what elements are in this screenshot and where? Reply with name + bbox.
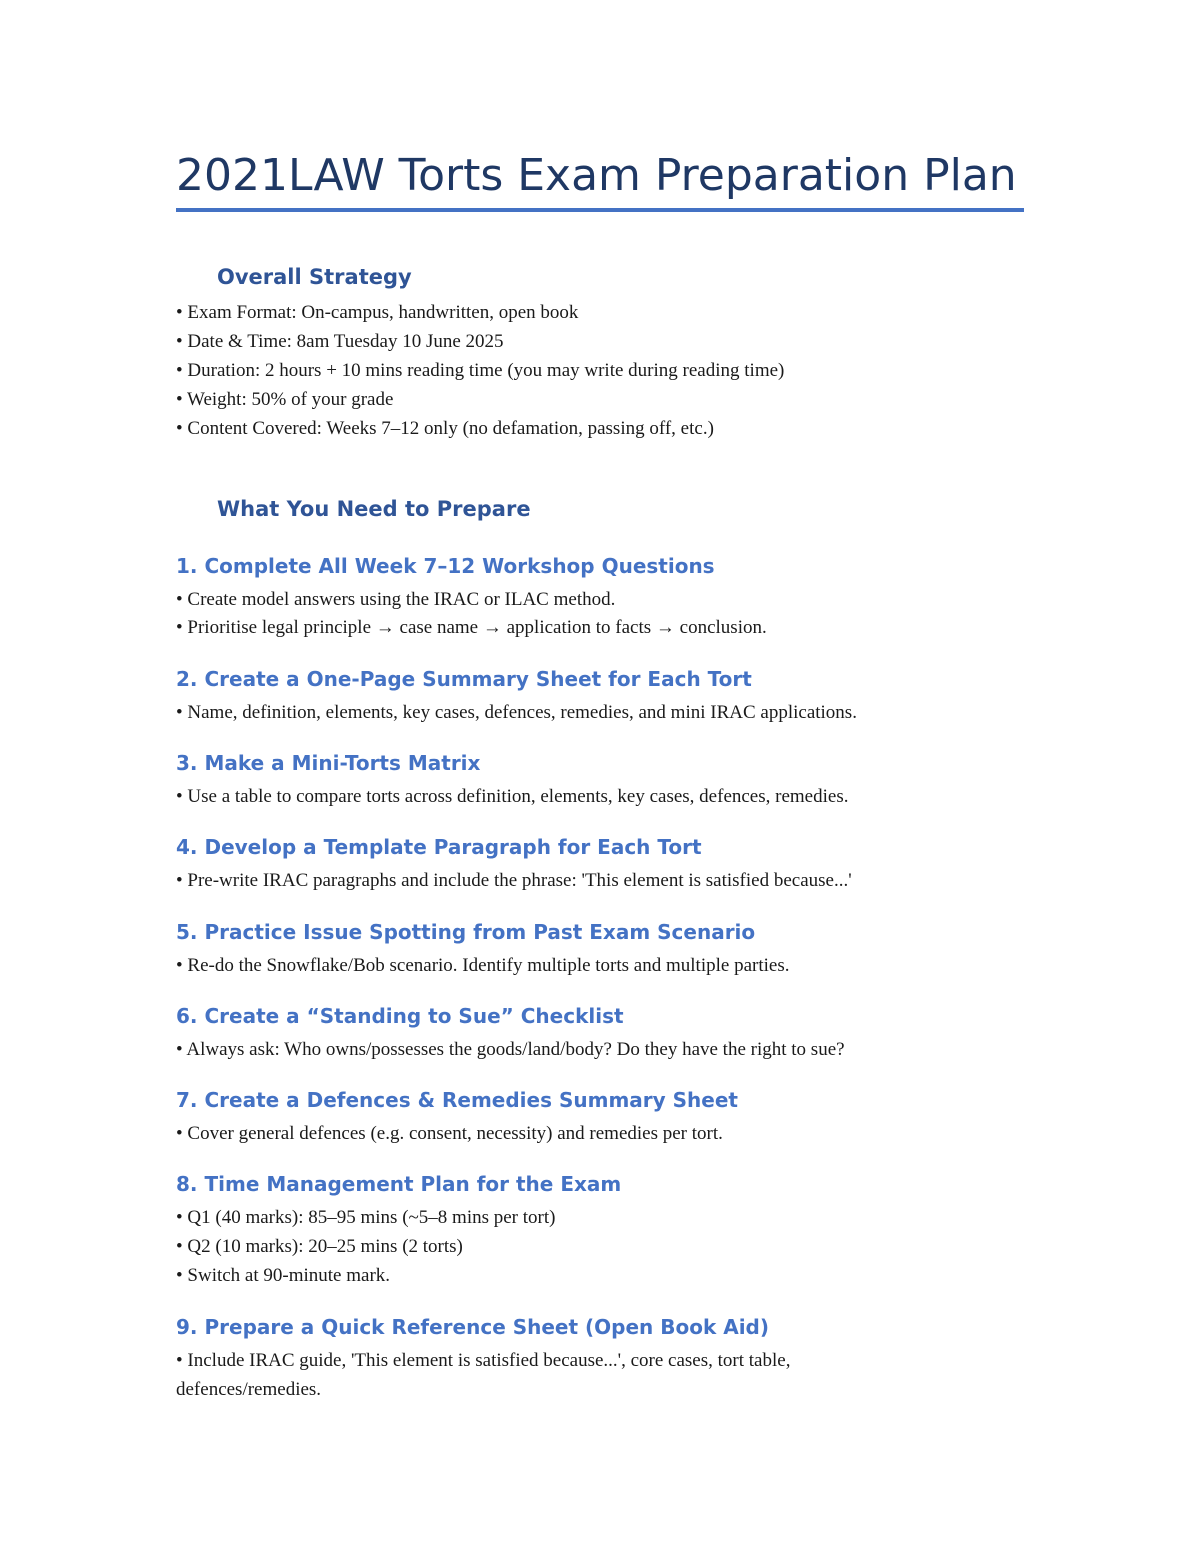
item-5-line: • Re-do the Snowflake/Bob scenario. Identify multiple torts and multiple parties. bbox=[176, 955, 790, 976]
item-9-line: defences/remedies. bbox=[176, 1379, 322, 1400]
overall-bullet: • Duration: 2 hours + 10 mins reading time (you may write during reading time) bbox=[176, 360, 785, 381]
item-heading-3: 3. Make a Mini-Torts Matrix bbox=[176, 751, 481, 775]
section-heading-what-to-prepare: What You Need to Prepare bbox=[217, 497, 531, 521]
item-6-line: • Always ask: Who owns/possesses the goods/land/body? Do they have the right to sue? bbox=[176, 1039, 845, 1060]
overall-bullet: • Weight: 50% of your grade bbox=[176, 389, 394, 410]
item-3-line: • Use a table to compare torts across definition, elements, key cases, defences, remedies. bbox=[176, 786, 849, 807]
overall-bullet: • Exam Format: On-campus, handwritten, open book bbox=[176, 302, 579, 323]
item-8-line: • Q1 (40 marks): 85–95 mins (~5–8 mins per tort) bbox=[176, 1207, 556, 1228]
item-heading-2: 2. Create a One-Page Summary Sheet for Each Tort bbox=[176, 667, 752, 691]
overall-bullet: • Content Covered: Weeks 7–12 only (no defamation, passing off, etc.) bbox=[176, 418, 714, 439]
item-2-line: • Name, definition, elements, key cases, defences, remedies, and mini IRAC applications. bbox=[176, 702, 857, 723]
item-9-line: • Include IRAC guide, 'This element is satisfied because...', core cases, tort table, bbox=[176, 1350, 791, 1371]
item-heading-4: 4. Develop a Template Paragraph for Each Tort bbox=[176, 835, 702, 859]
item-4-line: • Pre-write IRAC paragraphs and include the phrase: 'This element is satisfied because...' bbox=[176, 870, 852, 891]
section-heading-overall-strategy: Overall Strategy bbox=[217, 265, 412, 289]
document-title: 2021LAW Torts Exam Preparation Plan bbox=[176, 150, 1017, 201]
item-8-line: • Switch at 90-minute mark. bbox=[176, 1265, 391, 1286]
item-heading-9: 9. Prepare a Quick Reference Sheet (Open Book Aid) bbox=[176, 1315, 770, 1339]
overall-bullet: • Date & Time: 8am Tuesday 10 June 2025 bbox=[176, 331, 504, 352]
item-1-line: • Create model answers using the IRAC or ILAC method. bbox=[176, 589, 616, 610]
item-heading-6: 6. Create a “Standing to Sue” Checklist bbox=[176, 1004, 624, 1028]
item-heading-8: 8. Time Management Plan for the Exam bbox=[176, 1172, 622, 1196]
item-heading-7: 7. Create a Defences & Remedies Summary Sheet bbox=[176, 1088, 738, 1112]
title-underline bbox=[176, 208, 1024, 212]
item-heading-5: 5. Practice Issue Spotting from Past Exam Scenario bbox=[176, 920, 756, 944]
item-1-line: • Prioritise legal principle → case name → application to facts → conclusion. bbox=[176, 617, 767, 638]
item-heading-1: 1. Complete All Week 7–12 Workshop Questions bbox=[176, 554, 715, 578]
item-8-line: • Q2 (10 marks): 20–25 mins (2 torts) bbox=[176, 1236, 463, 1257]
item-7-line: • Cover general defences (e.g. consent, necessity) and remedies per tort. bbox=[176, 1123, 723, 1144]
